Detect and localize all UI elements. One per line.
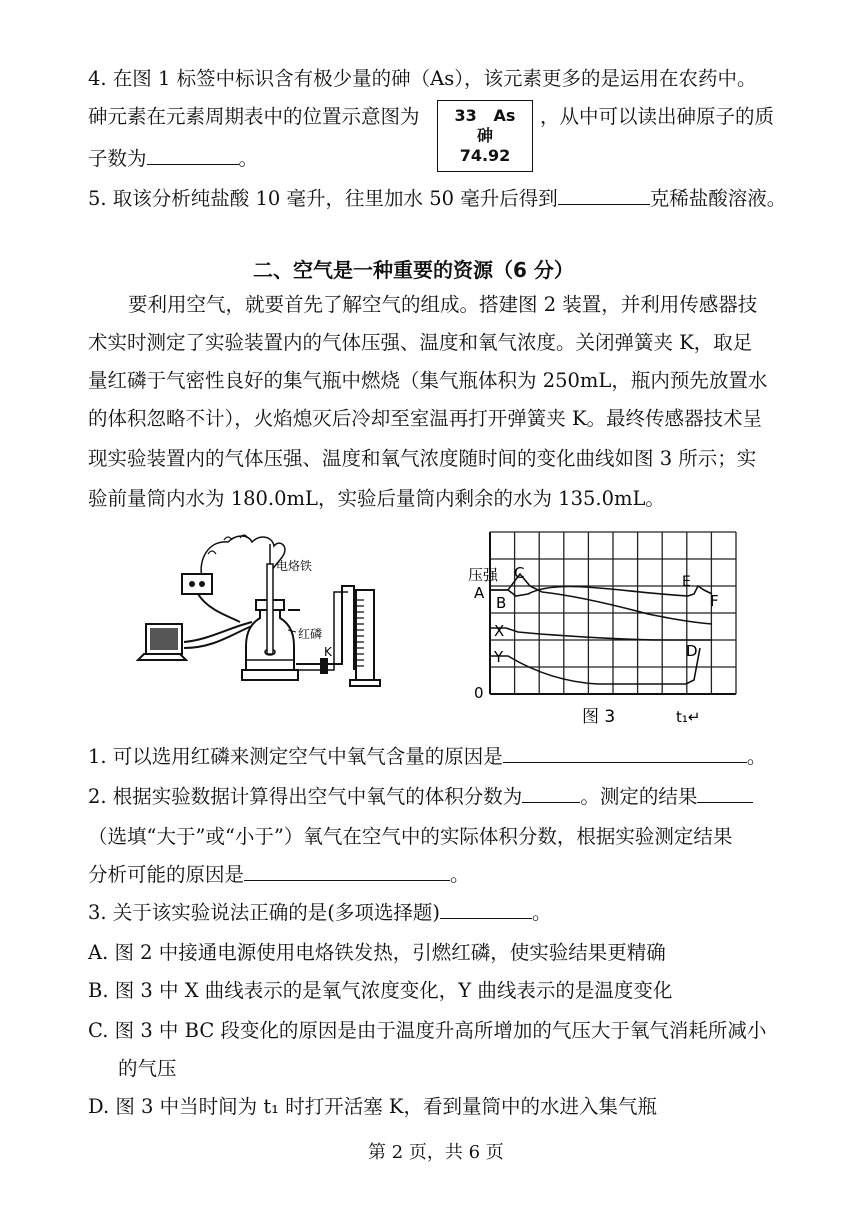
answer-blank[interactable]: [244, 862, 450, 881]
answer-blank[interactable]: [522, 784, 580, 803]
q2-line3: [88, 862, 470, 888]
label-k: K: [324, 645, 332, 659]
label-a: A: [474, 584, 485, 602]
q3-post: 。: [532, 901, 552, 924]
t1-label: t₁↵: [676, 708, 701, 726]
curve-upper: [490, 586, 712, 596]
label-f: F: [710, 592, 719, 610]
option-a: A. 图 2 中接通电源使用电烙铁发热，引燃红磷，使实验结果更精确: [88, 941, 666, 964]
answer-blank[interactable]: [697, 784, 753, 803]
element-name: 砷: [476, 126, 493, 145]
y-axis-label: 压强: [468, 566, 499, 584]
label-x: X: [494, 622, 505, 640]
element-symbol: As: [493, 106, 516, 125]
atomic-mass: 74.92: [459, 146, 511, 165]
question-3: [88, 900, 552, 926]
q2-text-a: 2. 根据实验数据计算得出空气中氧气的体积分数为: [88, 785, 523, 808]
soldering-iron: [267, 564, 273, 654]
label-soldering-iron: 电烙铁: [276, 559, 313, 573]
q4-line2-post: ，从中可以读出砷原子的质: [540, 105, 775, 128]
answer-blank[interactable]: [440, 900, 532, 919]
option-b: B. 图 3 中 X 曲线表示的是氧气浓度变化，Y 曲线表示的是温度变化: [88, 979, 673, 1002]
curve-y: [490, 648, 700, 684]
figure-2-apparatus: [128, 530, 390, 695]
q5-line: [88, 186, 786, 212]
origin-zero: 0: [474, 684, 484, 702]
page-footer: 第 2 页，共 6 页: [368, 1142, 504, 1163]
section-title: 二、空气是一种重要的资源（6 分）: [253, 258, 574, 282]
question-2: [88, 784, 753, 810]
para-line: 术实时测定了实验装置内的气体压强、温度和氧气浓度。关闭弹簧夹 K，取足: [88, 331, 753, 354]
element-tile: [437, 100, 533, 172]
para-line: 的体积忽略不计），火焰熄灭后冷却至室温再打开弹簧夹 K。最终传感器技术呈: [88, 407, 763, 430]
q2-line3-pre: 分析可能的原因是: [88, 863, 245, 886]
q4-line3-post: 。: [238, 147, 259, 170]
option-c: C. 图 3 中 BC 段变化的原因是由于温度升高所增加的气压大于氧气消耗所减小: [88, 1019, 767, 1042]
label-d: D: [686, 642, 698, 660]
power-socket-icon: [182, 574, 212, 594]
label-c: C: [514, 564, 525, 582]
q2-line2: （选填“大于”或“小于”）氧气在空气中的实际体积分数，根据实验测定结果: [88, 825, 733, 848]
curve-x: [490, 628, 712, 640]
para-line: 要利用空气，就要首先了解空气的组成。搭建图 2 装置，并利用传感器技: [128, 293, 758, 316]
q3-text: 3. 关于该实验说法正确的是(多项选择题): [88, 901, 441, 924]
q2-line3-post: 。: [450, 863, 470, 886]
para-line: 现实验装置内的气体压强、温度和氧气浓度随时间的变化曲线如图 3 所示；实: [88, 447, 757, 470]
label-y: Y: [494, 648, 504, 666]
question-1: [88, 744, 766, 770]
atomic-number: 33: [454, 106, 477, 125]
q4-line2-pre: 砷元素在元素周期表中的位置示意图为: [88, 105, 420, 128]
q5-post: 克稀盐酸溶液。: [649, 187, 787, 210]
q4-line3: [88, 146, 258, 172]
option-d: D. 图 3 中当时间为 t₁ 时打开活塞 K，看到量筒中的水进入集气瓶: [88, 1095, 657, 1118]
label-e: E: [682, 574, 691, 590]
spring-clamp-k: [320, 658, 328, 674]
option-c-cont: 的气压: [118, 1057, 177, 1080]
q5-pre: 5. 取该分析纯盐酸 10 毫升，往里加水 50 毫升后得到: [88, 187, 558, 210]
answer-blank[interactable]: [503, 744, 747, 763]
q2-text-b: 。测定的结果: [580, 785, 698, 808]
answer-blank[interactable]: [558, 186, 650, 205]
figure-3-chart: [468, 528, 748, 728]
label-b: B: [496, 594, 507, 612]
q1-text: 1. 可以选用红磷来测定空气中氧气含量的原因是: [88, 745, 503, 768]
chart-grid: [490, 532, 736, 694]
q1-post: 。: [746, 745, 767, 768]
q4-line1: 4. 在图 1 标签中标识含有极少量的砷（As），该元素更多的是运用在农药中。: [88, 67, 757, 90]
para-line: 验前量筒内水为 180.0mL，实验后量筒内剩余的水为 135.0mL。: [88, 487, 665, 510]
label-red-phosphorus: 红磷: [298, 627, 323, 641]
para-line: 量红磷于气密性良好的集气瓶中燃烧（集气瓶体积为 250mL，瓶内预先放置水: [88, 369, 768, 392]
figure-3-caption: 图 3: [582, 707, 616, 727]
answer-blank[interactable]: [147, 146, 239, 165]
q4-line3-pre: 子数为: [88, 147, 147, 170]
